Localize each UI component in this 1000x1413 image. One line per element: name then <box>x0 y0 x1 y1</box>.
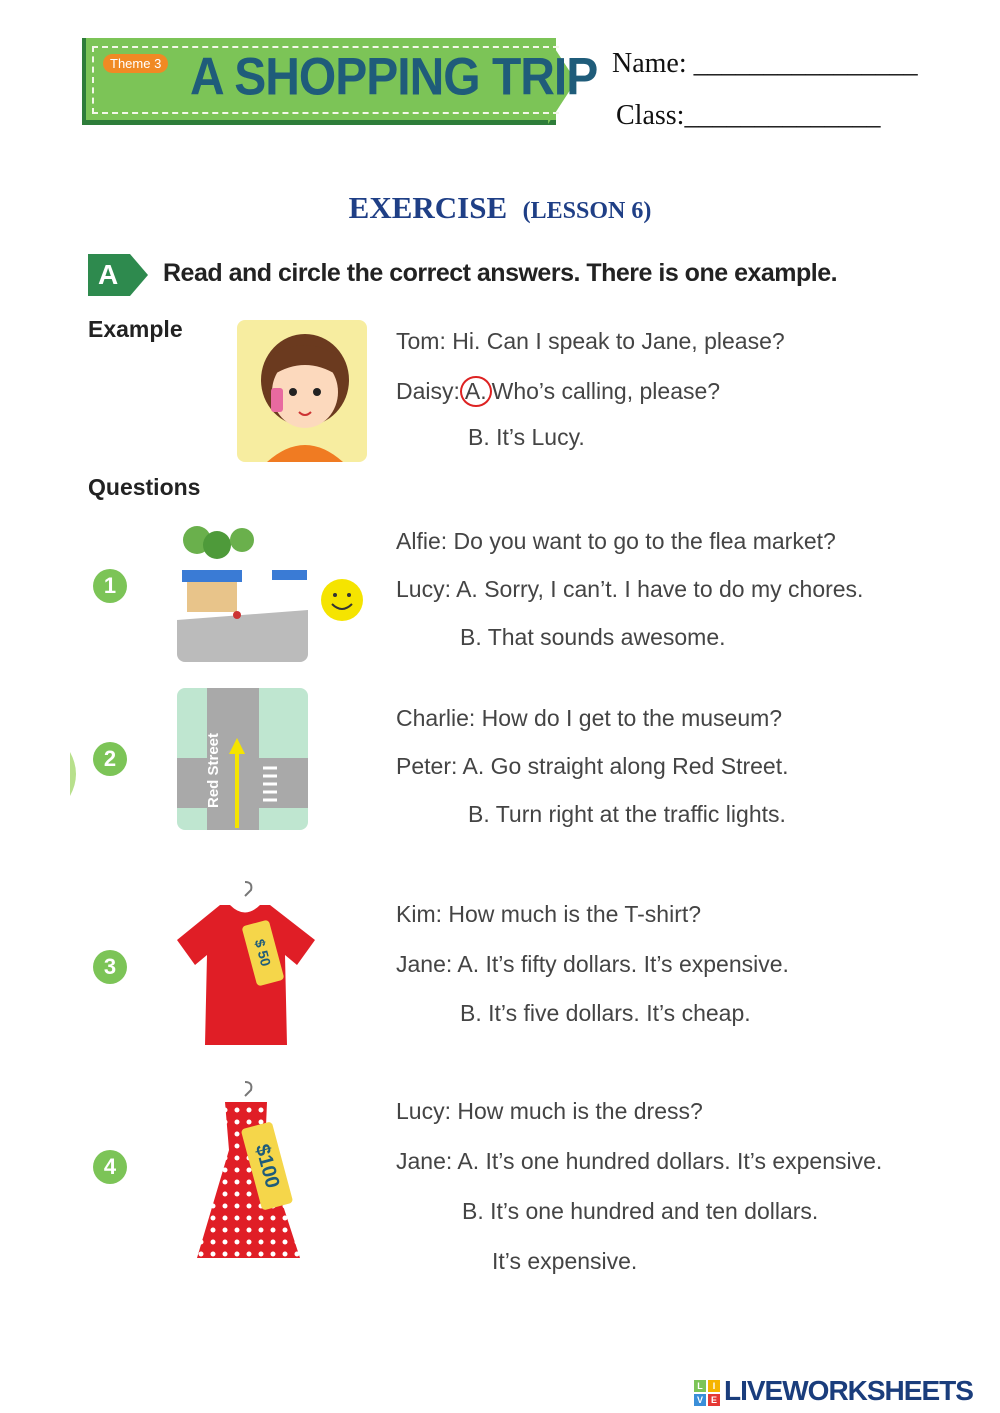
logo-letter: L <box>694 1380 706 1392</box>
section-badge: A <box>88 254 130 296</box>
side-tab-decoration <box>70 752 82 796</box>
map-illustration <box>177 688 308 830</box>
example-label: Example <box>88 316 183 342</box>
dress-illustration <box>195 1080 305 1262</box>
question-number-2: 2 <box>93 742 127 776</box>
worksheet-title: A SHOPPING TRIP <box>190 48 598 107</box>
name-label: Name: <box>612 48 687 79</box>
example-line-1: Tom: Hi. Can I speak to Jane, please? <box>396 328 785 354</box>
market-illustration <box>177 520 308 662</box>
tshirt-illustration <box>175 880 318 1048</box>
price-tag: $ 50 <box>241 919 284 986</box>
dress-image <box>195 1080 305 1262</box>
logo-letter: I <box>708 1380 720 1392</box>
logo-squares-icon <box>694 1380 720 1406</box>
question-number-4: 4 <box>93 1150 127 1184</box>
girl-on-phone-image <box>237 320 367 462</box>
class-field[interactable] <box>616 100 880 132</box>
liveworksheets-logo <box>694 1374 973 1408</box>
q2-option-a[interactable]: Peter: A. Go straight along Red Street. <box>396 753 789 779</box>
logo-text: LIVEWORKSHEETS <box>724 1375 973 1406</box>
street-label: Red Street <box>205 732 222 808</box>
heading-sub: (LESSON 6) <box>522 198 652 224</box>
girl-illustration <box>237 320 367 462</box>
heading-main: EXERCISE <box>348 190 508 225</box>
tshirt-image <box>175 880 318 1048</box>
street-map-image <box>177 688 308 830</box>
exercise-heading <box>0 190 1000 226</box>
logo-letter: V <box>694 1394 706 1406</box>
q2-line-1: Charlie: How do I get to the museum? <box>396 705 783 731</box>
section-instruction: Read and circle the correct answers. There is one example. <box>163 259 838 287</box>
q4-option-b-continued: It’s expensive. <box>492 1248 638 1274</box>
theme-badge: Theme 3 <box>103 54 168 73</box>
question-number-1: 1 <box>93 569 127 603</box>
class-label: Class: <box>616 100 685 131</box>
q3-option-b[interactable]: B. It’s five dollars. It’s cheap. <box>460 1000 751 1026</box>
class-blank[interactable]: ______________ <box>684 100 881 131</box>
price-tag: $100 <box>241 1121 294 1210</box>
example-speaker: Daisy: <box>396 378 460 404</box>
circled-answer[interactable]: A. <box>460 376 492 407</box>
example-option-b[interactable]: B. It’s Lucy. <box>468 424 585 450</box>
example-line-2 <box>396 376 720 407</box>
q1-option-a[interactable]: Lucy: A. Sorry, I can’t. I have to do my chores. <box>396 576 864 602</box>
example-option-a: Who’s calling, please? <box>491 378 721 404</box>
q4-option-a[interactable]: Jane: A. It’s one hundred dollars. It’s expensive. <box>396 1148 883 1174</box>
q4-line-1: Lucy: How much is the dress? <box>396 1098 703 1124</box>
q4-option-b[interactable]: B. It’s one hundred and ten dollars. <box>462 1198 819 1224</box>
section-badge-arrow <box>130 254 148 296</box>
smiley-face-icon <box>320 578 364 622</box>
q3-line-1: Kim: How much is the T-shirt? <box>396 901 702 927</box>
q1-option-b[interactable]: B. That sounds awesome. <box>460 624 726 650</box>
questions-label: Questions <box>88 474 201 500</box>
question-number-3: 3 <box>93 950 127 984</box>
logo-letter: E <box>708 1394 720 1406</box>
flea-market-image <box>177 520 308 662</box>
q3-option-a[interactable]: Jane: A. It’s fifty dollars. It’s expensive. <box>396 951 789 977</box>
name-blank[interactable]: ________________ <box>693 48 918 79</box>
q1-line-1: Alfie: Do you want to go to the flea market? <box>396 528 836 554</box>
q2-option-b[interactable]: B. Turn right at the traffic lights. <box>468 801 786 827</box>
name-field[interactable] <box>612 48 918 80</box>
